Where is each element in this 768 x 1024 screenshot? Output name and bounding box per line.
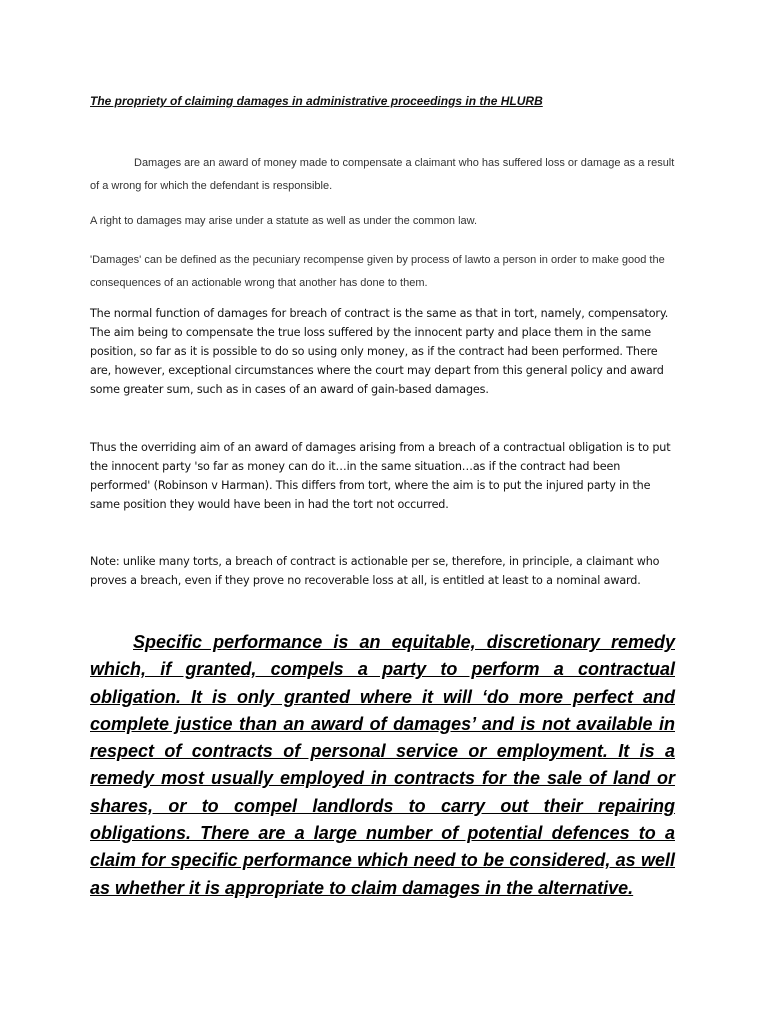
paragraph-damages-pecuniary: 'Damages' can be defined as the pecuniary recompense given by process of lawto a person in order to make good the consequences of an actionable wrong that another has done to them. (90, 254, 665, 289)
paragraph-specific-performance: Specific performance is an equitable, discretionary remedy which, if granted, compels a party to perform a contractual obligation. It is only granted where it will ‘do more perfect and complete justice than an award of damages’ and is not available in respect of contracts of personal service or employment. It is a remedy most usually employed in contracts for the sale of land or shares, or to compel landlords to carry out their repairing obligations. There are a large number of potential defences to a claim for specific performance which need to be considered, as well as whether it is appropriate to claim damages in the alternative. (90, 632, 675, 898)
paragraph-note-breach: Note: unlike many torts, a breach of contract is actionable per se, therefore, in principle, a claimant who proves a breach, even if they prove no recoverable loss at all, is entitled at least to a nominal award. (90, 555, 660, 587)
document-title: The propriety of claiming damages in administrative proceedings in the HLURB (90, 94, 543, 108)
paragraph-normal-function: The normal function of damages for breach of contract is the same as that in tort, namely, compensatory. The aim being to compensate the true loss suffered by the innocent party and place them in the same position, so far as it is possible to do so using only money, as if the contract had been performed. There are, however, exceptional circumstances where the court may depart from this general policy and award some greater sum, such as in cases of an award of gain-based damages. (90, 307, 669, 396)
paragraph-damages-definition: Damages are an award of money made to compensate a claimant who has suffered loss or damage as a result of a wrong for which the defendant is responsible. (90, 157, 675, 192)
paragraph-right-to-damages: A right to damages may arise under a statute as well as under the common law. (90, 215, 478, 227)
paragraph-overriding-aim: Thus the overriding aim of an award of damages arising from a breach of a contractual obligation is to put the innocent party 'so far as money can do it…in the same situation…as if the contract had been performed' (Robinson v Harman). This differs from tort, where the aim is to put the injured party in the same position they would have been in had the tort not occurred. (90, 441, 671, 511)
